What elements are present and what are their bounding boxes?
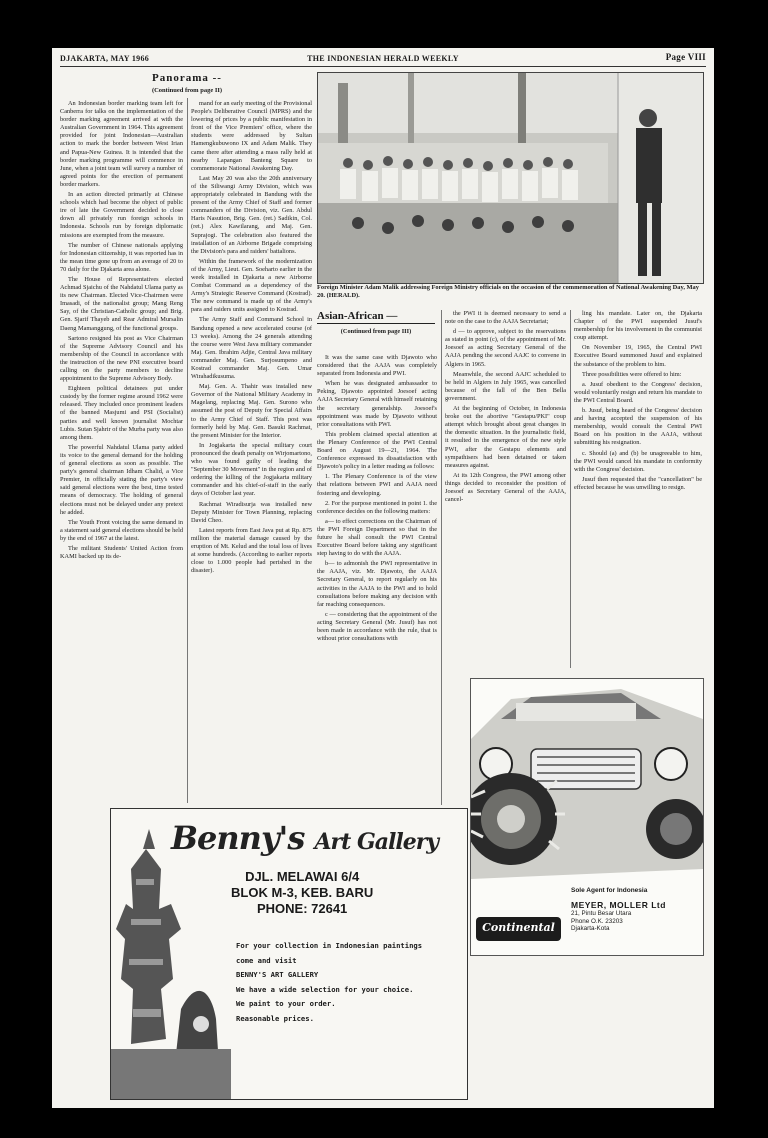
agent-company: MEYER, MOLLER Ltd <box>571 900 666 910</box>
photo-caption: Foreign Minister Adam Malik addressing Foreign Ministry officials on the occasion of the commemoration of National Awakening Day, May 20. (HERALD). <box>317 284 699 299</box>
article-paragraph: Meanwhile, the second AAJC scheduled to be held in Algiers in July 1965, was cancelled because of the fall of the Ben Bella government. <box>445 370 566 402</box>
gallery-name-1: Benny's <box>171 819 305 857</box>
article-paragraph: Last May 20 was also the 20th anniversary of the Siliwangi Army Division, which was appropriately celebrated in Bandung with the present of the Army Chief of Staff and former commanders of the Division, viz. Gen. Abdul Haris Nasution, Brig. Gen. (ret.) Sadikin, Col. (ret.) Alex Kawilarang, and Maj. Gen. Suprajogi. The celebration also featured the installation of an Airborne Brigade comprising the Division's para and raiders' battalions. <box>191 174 312 255</box>
article-paragraph: The militant Students' United Action from KAMI backed up its de- <box>60 544 183 561</box>
article-paragraph: When he was designated ambassador to Peking, Djawoto appointed Joesoef acting AAJA Secretary General with himself retaining the secretary generalship. Joesoef's appointment was made by Djawoto without prior consultations with PWI. <box>317 380 437 428</box>
article-paragraph: At its 12th Congress, the PWI among other things decided to reconsider the position of Joesoef as Secretary General of the AAJA, cancel- <box>445 471 566 504</box>
asian-african-header <box>317 310 435 335</box>
agent-address: 21, Pintu Besar Utara <box>571 910 632 917</box>
panorama-continued: (Continued from page II) <box>151 87 223 94</box>
article-paragraph: Within the framework of the modernization of the Army, Lieut. Gen. Soeharto earlier in the week installed in Djakarta a new Airborne Combat Command as a dependency of the Army's Strategic Reserve Command (Kostrad). The new command is made up of the Army's para and raiders units assigned to Kostrad. <box>191 257 312 314</box>
article-paragraph: An Indonesian border marking team left for Canberra for talks on the implementation of the border marking agreement arrived at with the Australian Government in 1964. This agreement provided for joint Indonesian—Australian action to mark the border between West Irian and Papua-New Guinea. It is intended that the border marking programme will commence in June, when a joint team will survey a number of agreed points for the erection of permanent border markers. <box>60 100 183 188</box>
panorama-column-1 <box>60 72 183 802</box>
article-paragraph: Latest reports from East Java put at Rp. 875 million the material damage caused by the eruption of Mt. Kelud and the total loss of lives at some hundreds. (According to earlier reports close to 1.000 people had perished in the disaster). <box>191 526 312 575</box>
asian-african-column-4 <box>445 310 566 668</box>
gallery-line: For your collection in Indonesian paintings <box>236 941 423 950</box>
gallery-phone: PHONE: 72641 <box>256 901 348 916</box>
masthead-dateline: DJAKARTA, MAY 1966 <box>60 54 150 63</box>
gallery-line: We have a wide selection for your choice. <box>236 984 414 994</box>
column-divider <box>441 310 442 805</box>
article-paragraph: c. Should (a) and (b) be unagreeable to him, the PWI would cancel his mandate in conformity with the Congress' decision. <box>574 449 702 473</box>
tyre-advertisement <box>470 678 704 956</box>
article-paragraph: The House of Representatives elected Achmad Sjaichu of the Nahdatul Ulama party as its new Chairman. Elected Vice-Chairmen were Imasadi, of the nationalist group; Mang Reng Say, of the Christian-Catholic group; and Brig. Gen. Sjarif Thayeb and Rear Admiral Mursalin Daeng Mamanggung, of the functional groups. <box>60 275 183 332</box>
agent-city: Djakarta-Kota <box>571 925 610 932</box>
article-paragraph: On November 19, 1965, the Central PWI Executive Board summoned Jusuf and explained the substance of the problem to him. <box>574 344 702 368</box>
article-paragraph: b. Jusuf, being heard of the Congress' decision and having accepted the suspension of his membership, would consult the Central PWI Board on his position in the AAJA, without submitting his resignation. <box>574 407 702 447</box>
masthead-page-number: Page VIII <box>665 52 706 62</box>
article-paragraph: Eighteen political detainees put under custody by the former regime around 1962 were released. They included once prominent leaders of the banned Masjumi and PSI (Socialist) parties and well known journalist Mochtar Lubis. Sutan Sjahrir of the Murba party was also among them. <box>60 385 183 441</box>
gallery-copy <box>236 939 461 1026</box>
gallery-line: come and visit <box>236 955 297 965</box>
column-divider <box>187 98 188 803</box>
article-paragraph: a— to effect corrections on the Chairman of the PWI Foreign Department so that in the future he shall consult the PWI Central Executive Board before taking any significant step having to do with the AAJA. <box>317 517 437 558</box>
gallery-line: BENNY'S ART GALLERY <box>236 970 319 979</box>
gallery-title <box>171 819 438 857</box>
asian-african-column-3 <box>317 354 437 804</box>
article-paragraph: 2. For the purpose mentioned in point 1. the conference decides on the following matters: <box>317 499 437 515</box>
asian-african-continued: (Continued from page III) <box>340 328 412 335</box>
column-divider <box>570 310 571 668</box>
gallery-address <box>231 869 373 917</box>
article-paragraph: a. Jusuf obedient to the Congress' decision, would voluntarily resign and return his mandate to the PWI Central Board. <box>574 380 702 404</box>
gallery-block: BLOK M-3, KEB. BARU <box>231 885 374 900</box>
masthead-paper-name: THE INDONESIAN HERALD WEEKLY <box>307 54 459 63</box>
article-paragraph: The powerful Nahdatul Ulama party added its voice to the general demand for the holding of general elections as soon as possible. The party's general chairman Idham Chalid, a Vice Premier, in officially stating the party's view said general elections were the best, time tested means of democracy. The holding of general elections must not be delayed under any pretext he added. <box>60 443 183 516</box>
agent-phone: Phone O.K. 23203 <box>571 917 623 925</box>
asian-african-column-5 <box>574 310 702 668</box>
article-paragraph: ling his mandate. Later on, the Djakarta Chapter of the PWI suspended Jusuf's membership for his involvement in the communist coup attempt. <box>574 310 702 342</box>
article-paragraph: It was the same case with Djawoto who considered that the AAJA was completely separated from Indonesia and PWI. <box>317 354 437 378</box>
article-paragraph: The number of Chinese nationals applying for Indonesian citizenship, it was reported has in the mean time gone up from an average of 20 to 70 daily for the Djakarta area alone. <box>60 241 183 273</box>
asian-african-title: Asian-African — <box>317 310 435 324</box>
article-paragraph: Jusuf then requested that the "cancellation" be effected because he was unwilling to resign. <box>574 475 702 491</box>
article-paragraph: The Youth Front voicing the same demand in a statement said general elections should be held by the end of 1967 at the latest. <box>60 518 183 542</box>
panorama-title: Panorama -- <box>152 72 222 84</box>
article-paragraph: Three possibilities were offered to him: <box>582 370 682 378</box>
gallery-line: Reasonable prices. <box>236 1013 314 1023</box>
photo-image <box>318 73 703 283</box>
article-paragraph: the PWI it is deemed necessary to send a note on the case to the AAJA Secretariat; <box>445 310 566 326</box>
masthead-rule <box>60 66 706 67</box>
gallery-street: DJL. MELAWAI 6/4 <box>245 869 360 884</box>
sole-agent-label: Sole Agent for Indonesia <box>571 887 648 894</box>
article-paragraph: d — to approve, subject to the reservations as stated in point (c), of the appointment of Mr. Joesoef as acting Secretary General of the AAJA pending the second AAJC to convene in Algiers in 1965. <box>445 328 566 368</box>
masthead <box>60 52 706 66</box>
panorama-column-2 <box>191 72 312 802</box>
article-paragraph: Maj. Gen. A. Thahir was installed new Governor of the National Military Academy in Magelang, replacing Maj. Gen. Surono who assumed the post of Deputy for Special Affairs to the Army Chief of Staff. This post was formerly held by Maj. Gen. Basuki Rachmat, the present Minister for the Interior. <box>191 383 312 439</box>
gallery-name-2: Art Gallery <box>314 829 439 855</box>
article-paragraph: The Army Staff and Command School in Bandung opened a new accelerated course (of 13 weeks). Among the 24 generals attending the course were West Java military commander Maj. Gen. Ibrahim Adjie, Central Java military commander Maj. Gen. Surjosumpeno and Kostrad commander Maj. Gen. Umar Wirahadikusuma. <box>191 316 312 381</box>
art-gallery-advertisement <box>110 808 468 1100</box>
article-paragraph: c — considering that the appointment of the acting Secretary General (Mr. Jusuf) has not been made in accordance with the rule, that is without prior consultations with <box>317 610 437 643</box>
article-paragraph: Sartono resigned his post as Vice Chairman of the Supreme Advisory Council and his membership of the Council in accordance with the instruction of the new PNI executive board calling on the party members to decline appointment to the Supreme Advisory Body. <box>60 334 183 383</box>
article-paragraph: This problem claimed special attention at the Plenary Conference of the PWI Central Board on August 19—21, 1964. The Conference expressed its dissatisfaction with Djawoto's policy in a letter reading as follows: <box>317 430 437 471</box>
newspaper-page <box>52 48 714 1108</box>
news-photo <box>317 72 704 284</box>
agent-details <box>571 887 696 933</box>
article-paragraph: In an action directed primarily at Chinese schools which had become the object of public ire of late the Government decided to close down all privately run foreign schools in Indonesia. Schools run by foreign diplomatic missions are exempted from the measure. <box>60 191 183 239</box>
article-paragraph: 1. The Plenary Conference is of the view that relations between PWI and AAJA need fostering and developing. <box>317 473 437 497</box>
article-paragraph: Rachmat Wiradisurja was installed new Deputy Minister for Town Planning, replacing David Cheo. <box>191 500 312 524</box>
article-paragraph: In Jogjakarta the special military court pronounced the death penalty on Wirjomartono, who was found guilty of leading the "September 30 Movement" in the region and of ordering the killing of the Jogjakarta military commander and his chief-of-staff in the early days of October last year. <box>191 441 312 498</box>
article-paragraph: At the beginning of October, in Indonesia broke out the abortive "Gestapu/PKI" coup attempt which brought about great changes in the domestic situation. In the journalistic field, it resulted in the emergence of the new style PWI, after the Gestapu elements and sympathisers had been detained or taken measures against. <box>445 405 566 469</box>
article-paragraph: b— to admonish the PWI representative in the AAJA, viz. Mr. Djawoto, the AAJA Secretary General, to report regularly on his activities in the AAJA to the PWI and to hold consultations before making any decision with far reaching consequences. <box>317 560 437 608</box>
brand-logo: Continental <box>482 921 555 934</box>
gallery-line: We paint to your order. <box>236 999 336 1008</box>
article-paragraph: mand for an early meeting of the Provisional People's Deliberative Council (MPRS) and the lowering of prices by a public manifestation in front of the Vice Premiers' office, where the students were addressed by Sultan Hamengkubuwono IX and Adam Malik. They came there after attending a mass rally held at nearby Lapangan Banteng Square to commemorate National Awakening Day. <box>191 100 312 172</box>
